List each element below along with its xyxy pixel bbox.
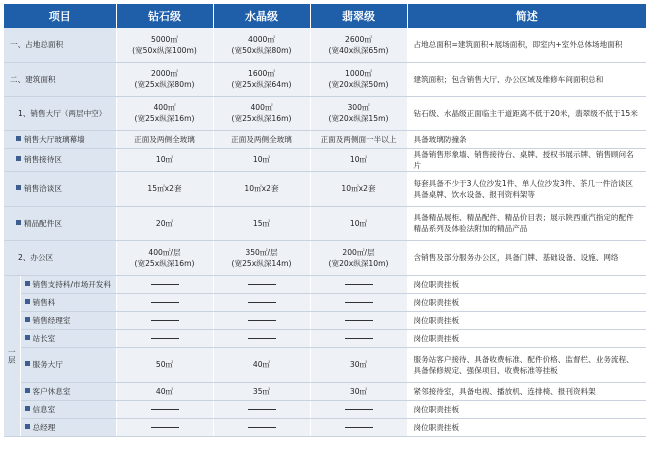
- value-line: 10㎡x2套: [244, 184, 279, 193]
- row-label: 信息室: [32, 404, 56, 414]
- table-row: [4, 293, 646, 311]
- value-cell-diamond: [116, 347, 213, 382]
- table-row: [4, 148, 646, 171]
- dash-placeholder: [345, 409, 373, 410]
- row-label: 1、销售大厅（两层中空）: [18, 108, 107, 118]
- value-line: 30㎡: [349, 386, 368, 396]
- header-item: 项目: [4, 4, 116, 28]
- square-bullet-icon: [16, 185, 21, 190]
- description-cell: 具备销售形象墙、销售接待台、桌牌、授权书展示牌、销售顾问名片: [407, 148, 646, 171]
- value-cell-emerald: [310, 206, 407, 240]
- value-cell-crystal: [213, 206, 310, 240]
- value-cell-diamond: [116, 382, 213, 400]
- value-line: (宽50x纵深80m): [231, 45, 292, 55]
- value-line: (宽20x纵深10m): [328, 258, 389, 268]
- value-cell-crystal: [213, 148, 310, 171]
- value-line: (宽25x纵深16m): [231, 114, 292, 123]
- row-label-cell: [4, 28, 116, 62]
- row-label-cell: [20, 293, 116, 311]
- value-cell-diamond: [116, 130, 213, 148]
- table-row: [4, 418, 646, 436]
- row-label-cell: [4, 171, 116, 206]
- table-row: [4, 382, 646, 400]
- description-cell: 具备精品展柜、精品配件、精品价目表；展示陕西重汽指定的配件精品系列及体验法附加的精品产品: [407, 206, 646, 240]
- dash-placeholder: [345, 320, 373, 321]
- row-label: 客户休息室: [32, 386, 71, 396]
- value-line: 1600㎡: [248, 69, 275, 78]
- table-row: [4, 275, 646, 293]
- value-cell-emerald: [310, 62, 407, 96]
- dash-placeholder: [248, 302, 276, 303]
- value-cell-crystal: [213, 240, 310, 275]
- value-cell-crystal: [213, 293, 310, 311]
- table-row: [4, 347, 646, 382]
- row-label-cell: [20, 329, 116, 347]
- spec-table: [4, 4, 646, 437]
- row-label-cell: [20, 418, 116, 436]
- value-cell-diamond: [116, 148, 213, 171]
- value-cell-emerald: [310, 171, 407, 206]
- row-label-cell: [20, 382, 116, 400]
- square-bullet-icon: [25, 281, 30, 286]
- row-label: 一、占地总面积: [10, 40, 64, 50]
- value-cell-emerald: [310, 240, 407, 275]
- value-cell-emerald: [310, 347, 407, 382]
- square-bullet-icon: [25, 406, 30, 411]
- table-row: [4, 206, 646, 240]
- value-cell-diamond: [116, 171, 213, 206]
- value-cell-diamond: [116, 28, 213, 62]
- floor-label: 一层: [7, 347, 17, 364]
- row-label: 精品配件区: [24, 218, 62, 228]
- description-cell: 紧邻接待室，具备电视、播放机、连排椅、报刊资料架: [407, 382, 646, 400]
- dash-placeholder: [248, 427, 276, 428]
- row-label: 销售接待区: [24, 155, 62, 164]
- value-line: 10㎡x2套: [341, 184, 376, 193]
- row-label-cell: [4, 130, 116, 148]
- value-line: (宽25x纵深16m): [134, 258, 195, 268]
- value-line: 10㎡: [349, 155, 368, 164]
- square-bullet-icon: [16, 220, 21, 225]
- value-cell-emerald: [310, 311, 407, 329]
- description-cell: 建筑面积；包含销售大厅、办公区域及维修车间面积总和: [407, 62, 646, 96]
- row-label-cell: [4, 206, 116, 240]
- value-line: 40㎡: [252, 360, 271, 369]
- value-cell-diamond: [116, 275, 213, 293]
- table-row: [4, 62, 646, 96]
- value-line: 400㎡/层: [148, 247, 181, 257]
- value-line: 4000㎡: [248, 34, 275, 44]
- value-cell-diamond: [116, 311, 213, 329]
- value-cell-crystal: [213, 130, 310, 148]
- value-line: 2000㎡: [151, 69, 178, 78]
- value-cell-emerald: [310, 28, 407, 62]
- description-cell: 岗位职责挂板: [407, 418, 646, 436]
- value-line: 30㎡: [349, 360, 368, 369]
- value-line: (宽25x纵深16m): [134, 114, 195, 123]
- row-label: 销售经理室: [32, 315, 71, 325]
- description-cell: 岗位职责挂板: [407, 293, 646, 311]
- table-row: [4, 130, 646, 148]
- value-cell-diamond: [116, 240, 213, 275]
- description-cell: 具备玻璃防撞条: [407, 130, 646, 148]
- value-line: 5000㎡: [151, 34, 178, 44]
- value-cell-emerald: [310, 418, 407, 436]
- floor-label-cell: [4, 275, 20, 436]
- value-cell-diamond: [116, 62, 213, 96]
- description-cell: 占地总面积=建筑面积+展场面积，即室内+室外总体场地面积: [407, 28, 646, 62]
- value-cell-emerald: [310, 96, 407, 130]
- table-row: [4, 400, 646, 418]
- value-cell-diamond: [116, 329, 213, 347]
- value-cell-crystal: [213, 171, 310, 206]
- square-bullet-icon: [25, 335, 30, 340]
- dash-placeholder: [248, 284, 276, 285]
- table-row: [4, 311, 646, 329]
- value-cell-emerald: [310, 293, 407, 311]
- dash-placeholder: [151, 302, 179, 303]
- row-label: 总经理: [32, 422, 56, 432]
- table-row: [4, 240, 646, 275]
- dash-placeholder: [345, 427, 373, 428]
- value-cell-crystal: [213, 275, 310, 293]
- description-cell: 每套具备不少于3人位沙发1件、单人位沙发3件、茶几一件洽谈区具备桌牌、饮水设备、报刊资料架等: [407, 171, 646, 206]
- row-label-cell: [20, 275, 116, 293]
- description-cell: 岗位职责挂板: [407, 275, 646, 293]
- value-cell-emerald: [310, 148, 407, 171]
- dash-placeholder: [345, 302, 373, 303]
- value-cell-crystal: [213, 28, 310, 62]
- value-line: 200㎡/层: [342, 247, 375, 257]
- value-line: (宽40x纵深65m): [328, 45, 389, 55]
- value-line: 10㎡: [155, 155, 174, 164]
- value-cell-crystal: [213, 329, 310, 347]
- header-crystal: 水晶级: [213, 4, 310, 28]
- value-line: 400㎡: [250, 103, 273, 112]
- value-cell-emerald: [310, 275, 407, 293]
- row-label-cell: [4, 240, 116, 275]
- row-label-cell: [20, 347, 116, 382]
- row-label: 站长室: [32, 333, 56, 343]
- dash-placeholder: [151, 320, 179, 321]
- table-row: [4, 171, 646, 206]
- square-bullet-icon: [25, 299, 30, 304]
- header-diamond: 钻石级: [116, 4, 213, 28]
- row-label-cell: [4, 62, 116, 96]
- dash-placeholder: [345, 338, 373, 339]
- dash-placeholder: [151, 284, 179, 285]
- value-cell-diamond: [116, 418, 213, 436]
- description-cell: 岗位职责挂板: [407, 311, 646, 329]
- value-line: (宽25x纵深14m): [231, 258, 292, 268]
- row-label: 二、建筑面积: [10, 74, 56, 84]
- value-line: 350㎡/层: [245, 247, 278, 257]
- value-line: 10㎡: [252, 155, 271, 164]
- row-label: 销售大厅玻璃幕墙: [24, 134, 85, 144]
- value-cell-crystal: [213, 400, 310, 418]
- square-bullet-icon: [25, 317, 30, 322]
- value-cell-crystal: [213, 382, 310, 400]
- value-line: (宽25x纵深64m): [231, 80, 292, 89]
- row-label: 2、办公区: [18, 253, 54, 262]
- value-line: 2600㎡: [345, 34, 372, 44]
- row-label-cell: [20, 311, 116, 329]
- value-cell-diamond: [116, 96, 213, 130]
- row-label-cell: [4, 148, 116, 171]
- dash-placeholder: [151, 409, 179, 410]
- value-line: 300㎡: [347, 103, 370, 112]
- value-line: 正面及两侧全玻璃: [134, 134, 195, 144]
- description-cell: 钻石级、水晶级正面临主干道距离不低于20米，翡翠级不低于15米: [407, 96, 646, 130]
- value-cell-diamond: [116, 206, 213, 240]
- dash-placeholder: [151, 338, 179, 339]
- square-bullet-icon: [16, 156, 21, 161]
- description-cell: 岗位职责挂板: [407, 400, 646, 418]
- value-line: (宽20x纵深15m): [328, 114, 389, 123]
- header-row: [4, 4, 646, 28]
- value-cell-crystal: [213, 311, 310, 329]
- description-cell: 岗位职责挂板: [407, 329, 646, 347]
- row-label-cell: [4, 96, 116, 130]
- value-cell-crystal: [213, 62, 310, 96]
- value-cell-emerald: [310, 382, 407, 400]
- table-row: [4, 329, 646, 347]
- value-cell-emerald: [310, 329, 407, 347]
- row-label: 销售科: [32, 297, 56, 307]
- value-line: 1000㎡: [345, 69, 372, 78]
- row-label: 销售洽谈区: [24, 184, 62, 193]
- dash-placeholder: [248, 409, 276, 410]
- value-cell-diamond: [116, 400, 213, 418]
- square-bullet-icon: [25, 424, 30, 429]
- value-cell-crystal: [213, 347, 310, 382]
- value-line: (宽20x纵深50m): [328, 80, 389, 89]
- description-cell: 服务站客户接待、具备收费标准、配件价格、监督栏、业务流程、具备保修规定、强保项目、收费标准等挂板: [407, 347, 646, 382]
- dash-placeholder: [248, 338, 276, 339]
- table-row: [4, 96, 646, 130]
- table-body: [4, 28, 646, 436]
- square-bullet-icon: [16, 136, 21, 141]
- square-bullet-icon: [25, 388, 30, 393]
- dash-placeholder: [248, 320, 276, 321]
- value-line: 15㎡: [252, 218, 271, 228]
- value-cell-crystal: [213, 418, 310, 436]
- description-cell: 含销售及部分服务办公区，具备门牌、基础设备、设施、网络: [407, 240, 646, 275]
- dash-placeholder: [345, 284, 373, 285]
- value-line: 20㎡: [155, 218, 174, 228]
- row-label: 销售支持科/市场开发科: [32, 279, 111, 289]
- header-emerald: 翡翠级: [310, 4, 407, 28]
- square-bullet-icon: [25, 361, 30, 366]
- value-cell-diamond: [116, 293, 213, 311]
- value-cell-crystal: [213, 96, 310, 130]
- value-line: 35㎡: [252, 386, 271, 396]
- header-desc: 简述: [407, 4, 646, 28]
- dash-placeholder: [151, 427, 179, 428]
- value-line: 正面及两侧全玻璃: [231, 134, 292, 144]
- value-line: 400㎡: [153, 103, 176, 112]
- row-label: 服务大厅: [32, 360, 63, 369]
- value-line: 40㎡: [155, 386, 174, 396]
- value-line: 50㎡: [155, 360, 174, 369]
- value-line: 正面及两侧面一半以上: [320, 134, 397, 144]
- row-label-cell: [20, 400, 116, 418]
- value-cell-emerald: [310, 130, 407, 148]
- value-line: 10㎡: [349, 218, 368, 228]
- value-cell-emerald: [310, 400, 407, 418]
- table-row: [4, 28, 646, 62]
- value-line: (宽25x纵深80m): [134, 80, 195, 89]
- value-line: (宽50x纵深100m): [132, 45, 197, 55]
- value-line: 15㎡x2套: [147, 184, 182, 193]
